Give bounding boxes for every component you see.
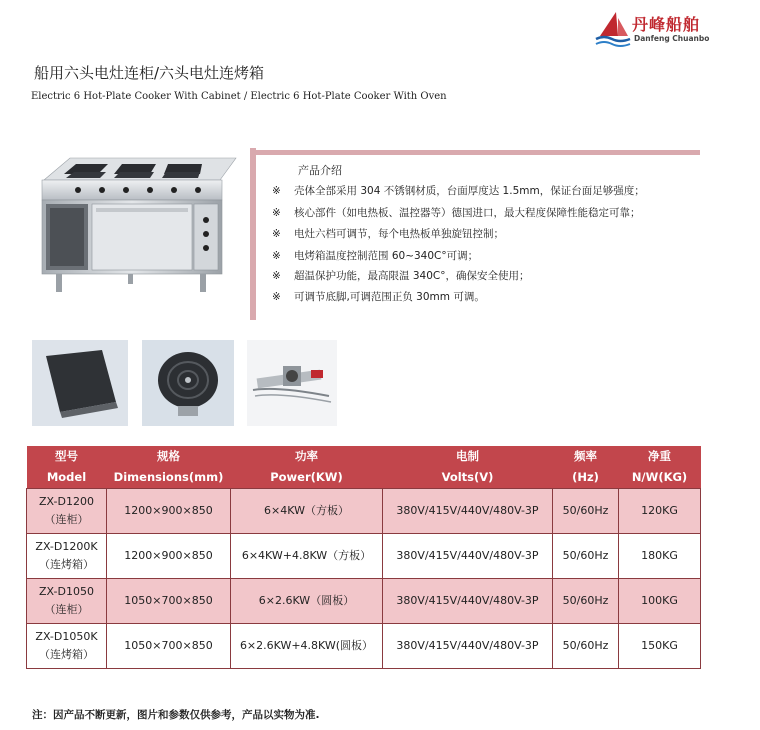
feature-text: 电灶六档可调节，每个电热板单独旋钮控制； [294, 228, 504, 240]
weight-cell: 100KG [619, 579, 701, 624]
bullet-mark: ※ [272, 228, 281, 240]
header-volts-en: Volts(V) [383, 467, 553, 489]
header-power-en: Power(KW) [231, 467, 383, 489]
weight-cell: 120KG [619, 489, 701, 534]
model-cell [27, 579, 107, 624]
volts-cell: 380V/415V/440V/480V-3P [383, 534, 553, 579]
model-code: ZX-D1050K [35, 630, 98, 643]
pink-divider-vertical [250, 148, 256, 320]
volts-cell: 380V/415V/440V/480V-3P [383, 489, 553, 534]
model-code: ZX-D1200K [35, 540, 98, 553]
table-row [27, 624, 701, 669]
brand-name-cn: 丹峰船舶 [632, 15, 701, 34]
dimensions-cell: 1200×900×850 [107, 534, 231, 579]
model-note: （连烤箱） [39, 648, 94, 661]
header-row-en [27, 467, 701, 489]
hz-cell: 50/60Hz [553, 624, 619, 669]
power-cell: 6×2.6KW（圆板） [231, 579, 383, 624]
disclaimer-note: 注：因产品不断更新，图片和参数仅供参考，产品以实物为准. [32, 709, 320, 721]
feature-item [272, 226, 504, 241]
dimensions-cell: 1200×900×850 [107, 489, 231, 534]
intro-heading: 产品介绍 [298, 164, 342, 177]
table-row [27, 534, 701, 579]
weight-cell: 150KG [619, 624, 701, 669]
dimensions-cell: 1050×700×850 [107, 624, 231, 669]
power-cell: 6×4KW+4.8KW（方板） [231, 534, 383, 579]
model-note: （连柜） [44, 513, 89, 526]
bullet-mark: ※ [272, 270, 281, 282]
spec-table [26, 446, 701, 669]
feature-text: 超温保护功能，最高限温 340C°，确保安全使用； [294, 270, 530, 282]
feature-text: 核心部件（如电热板、温控器等）德国进口，最大程度保障性能稳定可靠； [294, 207, 641, 219]
bullet-mark: ※ [272, 207, 281, 219]
model-cell [27, 624, 107, 669]
header-weight-cn: 净重 [619, 446, 701, 467]
model-note: （连烤箱） [39, 558, 94, 571]
feature-item [272, 205, 641, 220]
power-cell: 6×4KW（方板） [231, 489, 383, 534]
bullet-mark: ※ [272, 250, 281, 262]
model-code: ZX-D1050 [39, 585, 94, 598]
feature-item [272, 248, 478, 263]
brand-logo [594, 6, 714, 50]
ship-logo-icon [594, 6, 634, 50]
model-code: ZX-D1200 [39, 495, 94, 508]
volts-cell: 380V/415V/440V/480V-3P [383, 624, 553, 669]
header-hz-cn: 频率 [553, 446, 619, 467]
header-power-cn: 功率 [231, 446, 383, 467]
hz-cell: 50/60Hz [553, 579, 619, 624]
bullet-mark: ※ [272, 185, 281, 197]
table-row [27, 579, 701, 624]
bullet-mark: ※ [272, 291, 281, 303]
cooker-product-image [30, 148, 240, 314]
hz-cell: 50/60Hz [553, 534, 619, 579]
thermostat-thumbnail [247, 340, 337, 426]
table-row [27, 489, 701, 534]
feature-item [272, 268, 529, 283]
header-dimensions-cn: 规格 [107, 446, 231, 467]
header-weight-en: N/W(KG) [619, 467, 701, 489]
page-title-cn: 船用六头电灶连柜/六头电灶连烤箱 [34, 64, 265, 82]
feature-text: 电烤箱温度控制范围 60~340C°可调； [294, 250, 479, 262]
power-cell: 6×2.6KW+4.8KW(圆板） [231, 624, 383, 669]
header-volts-cn: 电制 [383, 446, 553, 467]
square-hotplate-thumbnail [32, 340, 128, 426]
round-hotplate-thumbnail [142, 340, 234, 426]
feature-text: 壳体全部采用 304 不锈钢材质，台面厚度达 1.5mm，保证台面足够强度； [294, 185, 645, 197]
header-model-en: Model [27, 467, 107, 489]
volts-cell: 380V/415V/440V/480V-3P [383, 579, 553, 624]
model-cell [27, 489, 107, 534]
feature-text: 可调节底脚,可调范围正负 30mm 可调。 [294, 291, 485, 303]
model-note: （连柜） [44, 603, 89, 616]
header-model-cn: 型号 [27, 446, 107, 467]
feature-item [272, 289, 485, 304]
header-row-cn [27, 446, 701, 467]
hz-cell: 50/60Hz [553, 489, 619, 534]
page-title-en: Electric 6 Hot-Plate Cooker With Cabinet / Electric 6 Hot-Plate Cooker With Oven [31, 91, 447, 102]
header-dimensions-en: Dimensions(mm) [107, 467, 231, 489]
brand-name-en: Danfeng Chuanbo [634, 34, 710, 43]
dimensions-cell: 1050×700×850 [107, 579, 231, 624]
pink-divider-horizontal [250, 150, 700, 155]
header-hz-en: (Hz) [553, 467, 619, 489]
weight-cell: 180KG [619, 534, 701, 579]
feature-item [272, 183, 645, 198]
model-cell [27, 534, 107, 579]
